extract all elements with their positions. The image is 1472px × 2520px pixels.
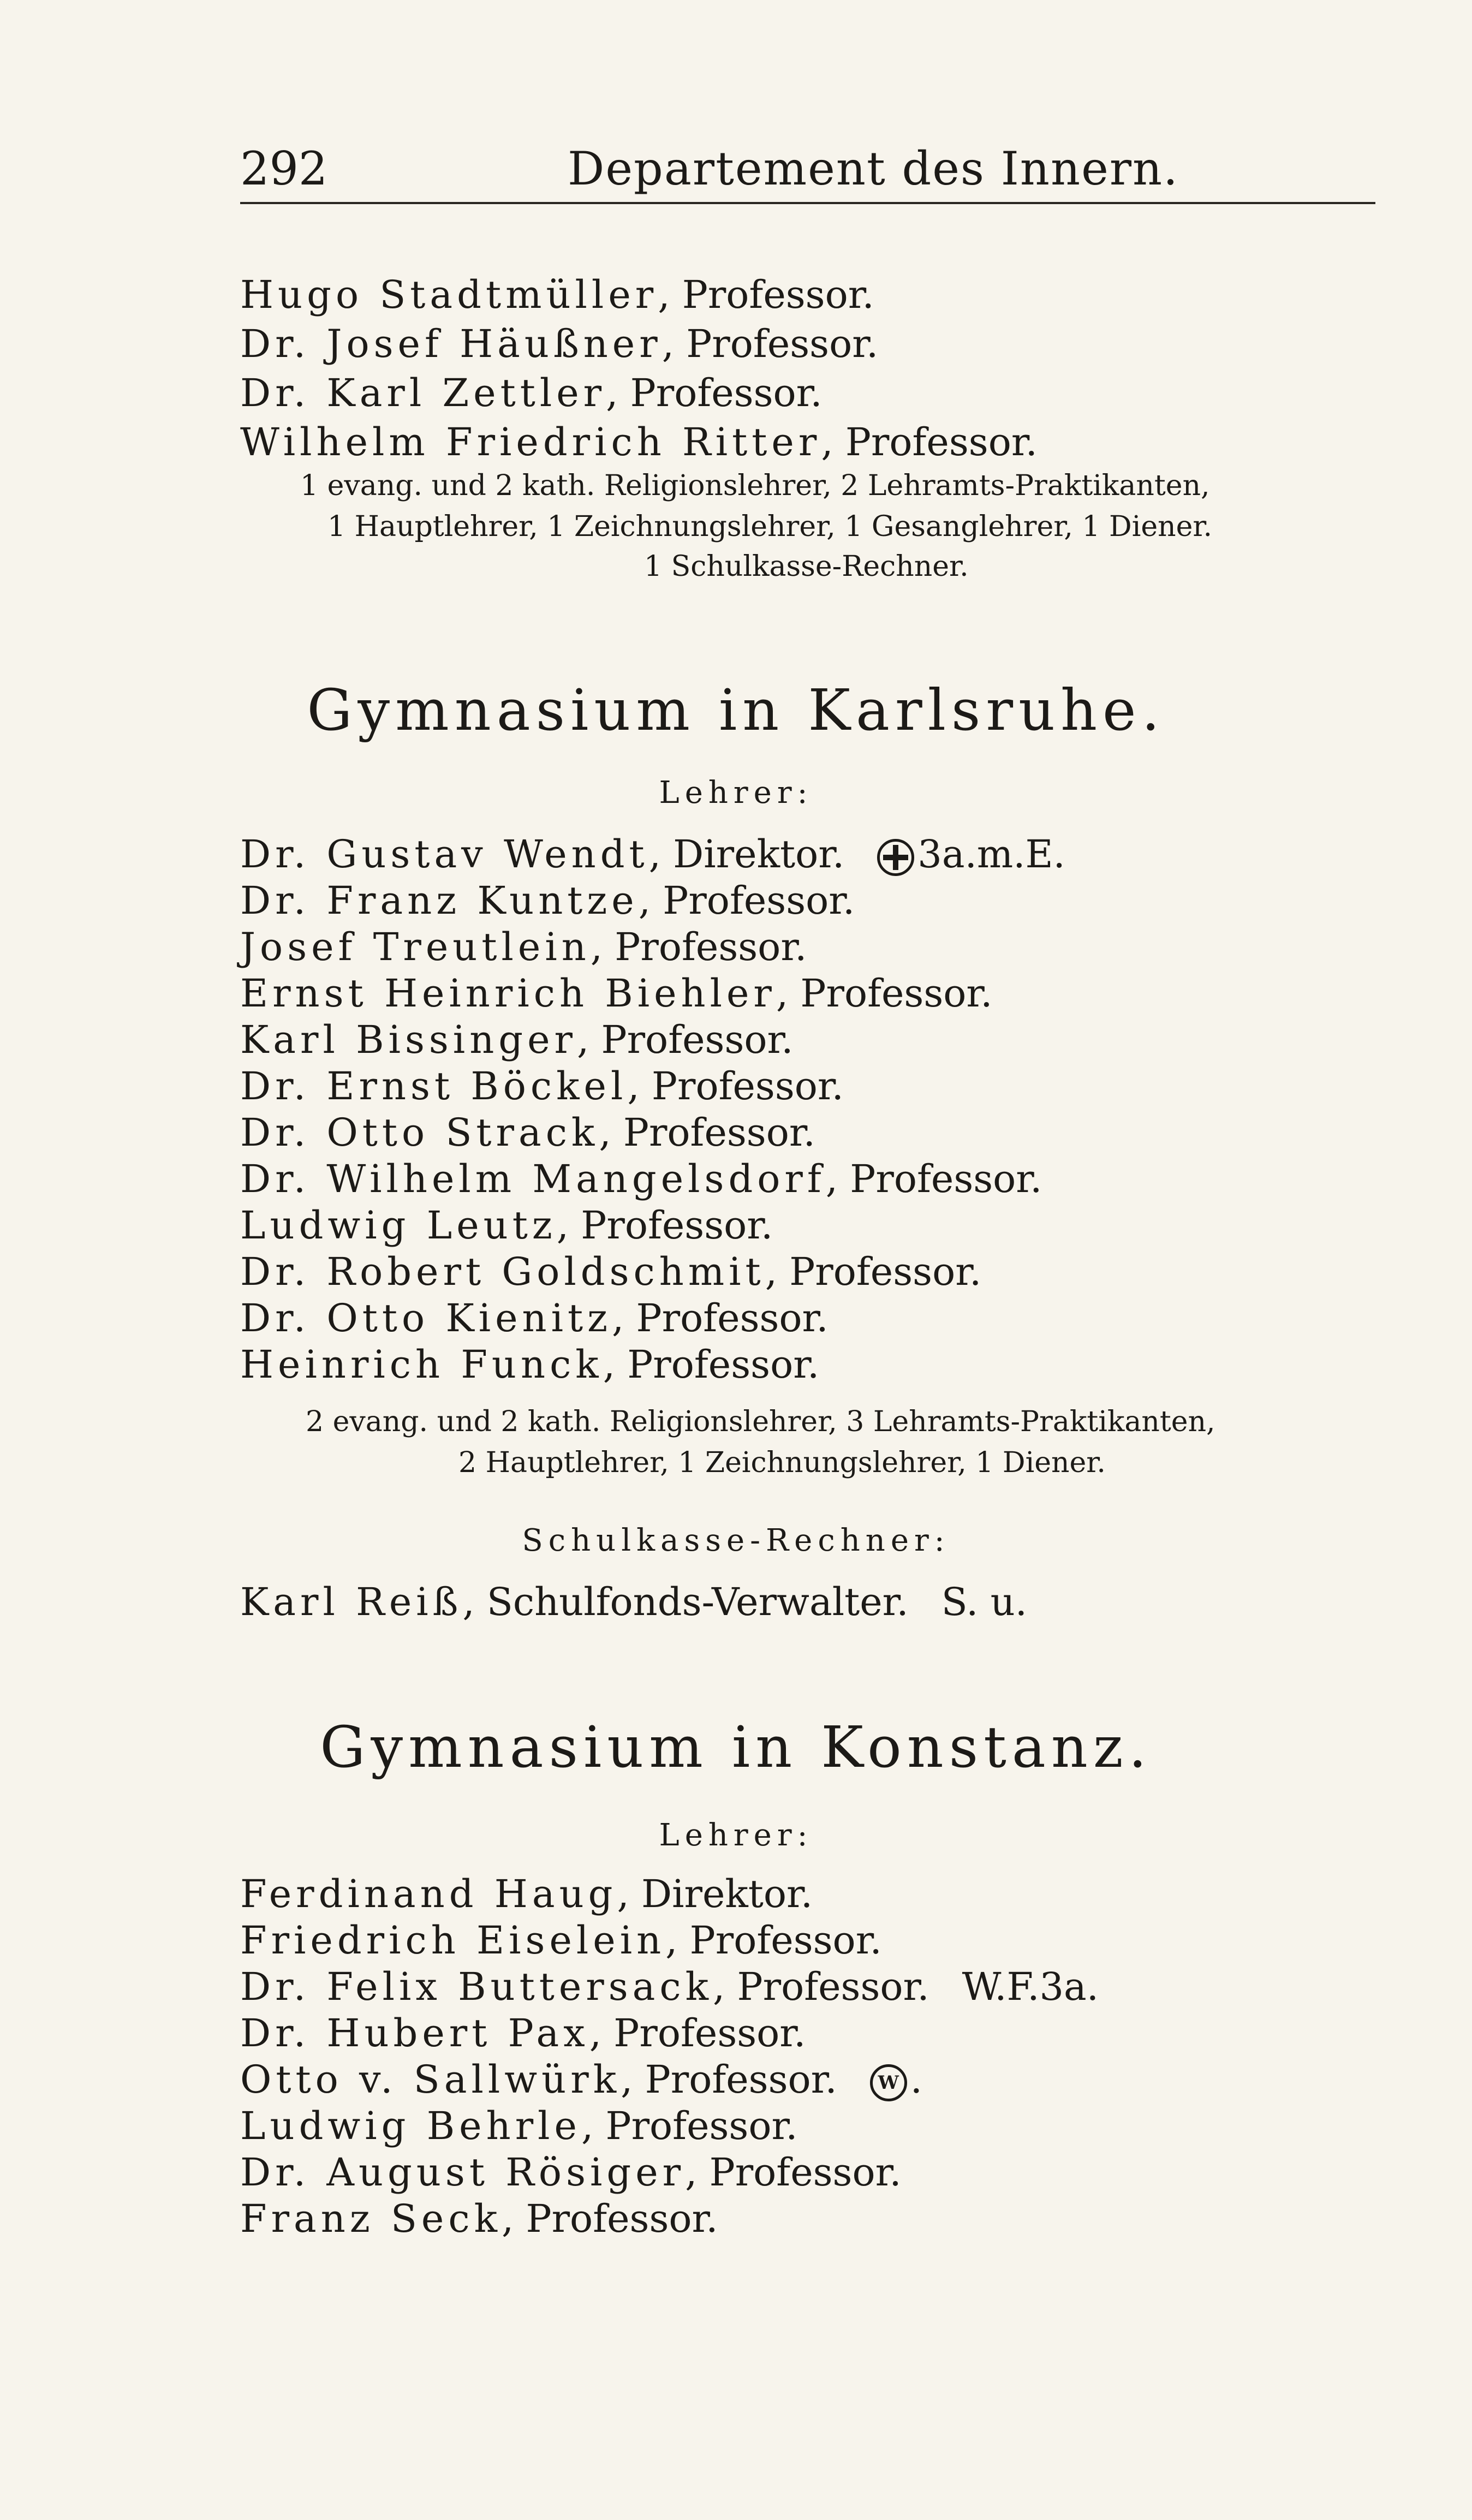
person-name: Otto v. Sallwürk: [240, 2057, 621, 2102]
person-role: , Professor.: [638, 878, 855, 923]
person-name: Dr. Felix Buttersack: [240, 1964, 713, 2009]
person-role: , Professor.: [556, 1203, 773, 1248]
person-name: Franz Seck: [240, 2196, 502, 2241]
cross-reference: S. u.: [941, 1580, 1027, 1624]
person-role: , Professor.: [765, 1249, 982, 1294]
person-name: Dr. Wilhelm Mangelsdorf: [240, 1157, 826, 1201]
person-name: Karl Reiß: [240, 1580, 463, 1624]
person-role: , Direktor.: [648, 832, 845, 877]
entry-line: [240, 2011, 806, 2055]
person-role: , Professor.: [606, 371, 823, 415]
entry-line: [240, 972, 992, 1015]
person-role: , Professor.: [581, 2104, 798, 2148]
entry-line: [240, 2197, 718, 2241]
entry-line: [240, 273, 874, 317]
page-number: 292: [240, 142, 328, 195]
entry-line: [240, 2104, 798, 2148]
entry-line: [240, 1111, 815, 1154]
person-name: Dr. Otto Strack: [240, 1110, 599, 1155]
order-cross-icon: [877, 839, 914, 876]
entry-line: [240, 832, 1065, 876]
person-role: , Professor.: [599, 1110, 815, 1155]
entry-line: [240, 322, 878, 366]
order-w-icon: W: [870, 2064, 907, 2101]
person-role: , Professor.: [665, 1918, 882, 1963]
person-role: , Professor.: [661, 321, 879, 366]
staff-note: 1 Schulkasse-Rechner.: [644, 550, 969, 583]
person-name: Dr. Franz Kuntze: [240, 878, 639, 923]
staff-note: 1 evang. und 2 kath. Religionslehrer, 2 Lehramts-Praktikanten,: [300, 469, 1210, 502]
person-name: Dr. Otto Kienitz: [240, 1296, 612, 1341]
section-title-konstanz: Gymnasium in Konstanz.: [320, 1714, 1152, 1780]
person-role: , Professor.: [658, 272, 874, 317]
honor-text: W.F.3a.: [962, 1964, 1099, 2009]
entry-line: [240, 1018, 794, 1062]
person-role: , Professor.: [589, 2011, 806, 2056]
entry-line: [240, 1064, 844, 1108]
entry-line: [240, 371, 823, 415]
person-name: Dr. Gustav Wendt: [240, 832, 649, 877]
person-role: , Professor.: [501, 2196, 718, 2241]
person-name: Dr. Josef Häußner: [240, 321, 662, 366]
entry-line: [240, 1204, 773, 1247]
entry-line: [240, 1157, 1042, 1201]
staff-note: 2 Hauptlehrer, 1 Zeichnungslehrer, 1 Diener.: [458, 1446, 1106, 1479]
person-role: , Professor.: [825, 1157, 1042, 1201]
person-role: , Professor.: [603, 1342, 820, 1387]
person-role: , Direktor.: [617, 1872, 813, 1916]
person-name: Josef Treutlein: [240, 925, 591, 969]
person-name: Dr. Robert Goldschmit: [240, 1249, 765, 1294]
person-role: , Professor.: [821, 420, 1038, 464]
person-name: Ferdinand Haug: [240, 1872, 617, 1916]
person-role: , Schulfonds-Verwalter.: [462, 1580, 909, 1624]
person-name: Friedrich Eiselein: [240, 1918, 666, 1963]
entry-line: [240, 1580, 1027, 1624]
person-role: , Professor.: [576, 1017, 794, 1062]
person-name: Ludwig Leutz: [240, 1203, 557, 1248]
entry-line: [240, 2058, 922, 2101]
honor-mark: W .: [870, 2057, 922, 2102]
person-role: , Professor.: [685, 2150, 902, 2195]
person-name: Wilhelm Friedrich Ritter: [240, 420, 821, 464]
entry-line: [240, 1872, 813, 1916]
entry-line: [240, 1965, 1099, 2009]
person-name: Dr. Ernst Böckel: [240, 1064, 628, 1109]
person-role: , Professor.: [627, 1064, 844, 1109]
entry-line: [240, 1919, 882, 1962]
person-name: Ernst Heinrich Biehler: [240, 971, 776, 1016]
person-name: Hugo Stadtmüller: [240, 272, 658, 317]
person-name: Dr. August Rösiger: [240, 2150, 686, 2195]
person-name: Ludwig Behrle: [240, 2104, 581, 2148]
page-header: [240, 131, 1375, 204]
entry-line: [240, 1343, 819, 1386]
entry-line: [240, 879, 855, 922]
person-name: Dr. Karl Zettler: [240, 371, 606, 415]
running-title: Departement des Innern.: [568, 142, 1179, 195]
person-name: Heinrich Funck: [240, 1342, 603, 1387]
cashier-subhead: Schulkasse-Rechner:: [522, 1523, 950, 1558]
person-name: Dr. Hubert Pax: [240, 2011, 589, 2056]
person-role: , Professor.: [590, 925, 807, 969]
entry-line: [240, 1250, 981, 1294]
person-role: , Professor.: [621, 2057, 837, 2102]
honor-mark: [877, 832, 1065, 877]
entry-line: [240, 420, 1038, 464]
person-name: Karl Bissinger: [240, 1017, 577, 1062]
section-subhead: Lehrer:: [659, 775, 813, 811]
entry-line: [240, 2150, 902, 2194]
staff-note: 2 evang. und 2 kath. Religionslehrer, 3 Lehramts-Praktikanten,: [306, 1405, 1215, 1438]
honor-text: 3a.m.E.: [917, 832, 1065, 877]
staff-note: 1 Hauptlehrer, 1 Zeichnungslehrer, 1 Gesanglehrer, 1 Diener.: [327, 510, 1213, 543]
entry-line: [240, 925, 807, 969]
section-subhead: Lehrer:: [659, 1818, 813, 1853]
person-role: , Professor.: [612, 1296, 829, 1341]
section-title-karlsruhe: Gymnasium in Karlsruhe.: [307, 677, 1165, 743]
person-role: , Professor.: [713, 1964, 929, 2009]
person-role: , Professor.: [776, 971, 993, 1016]
entry-line: [240, 1296, 829, 1340]
